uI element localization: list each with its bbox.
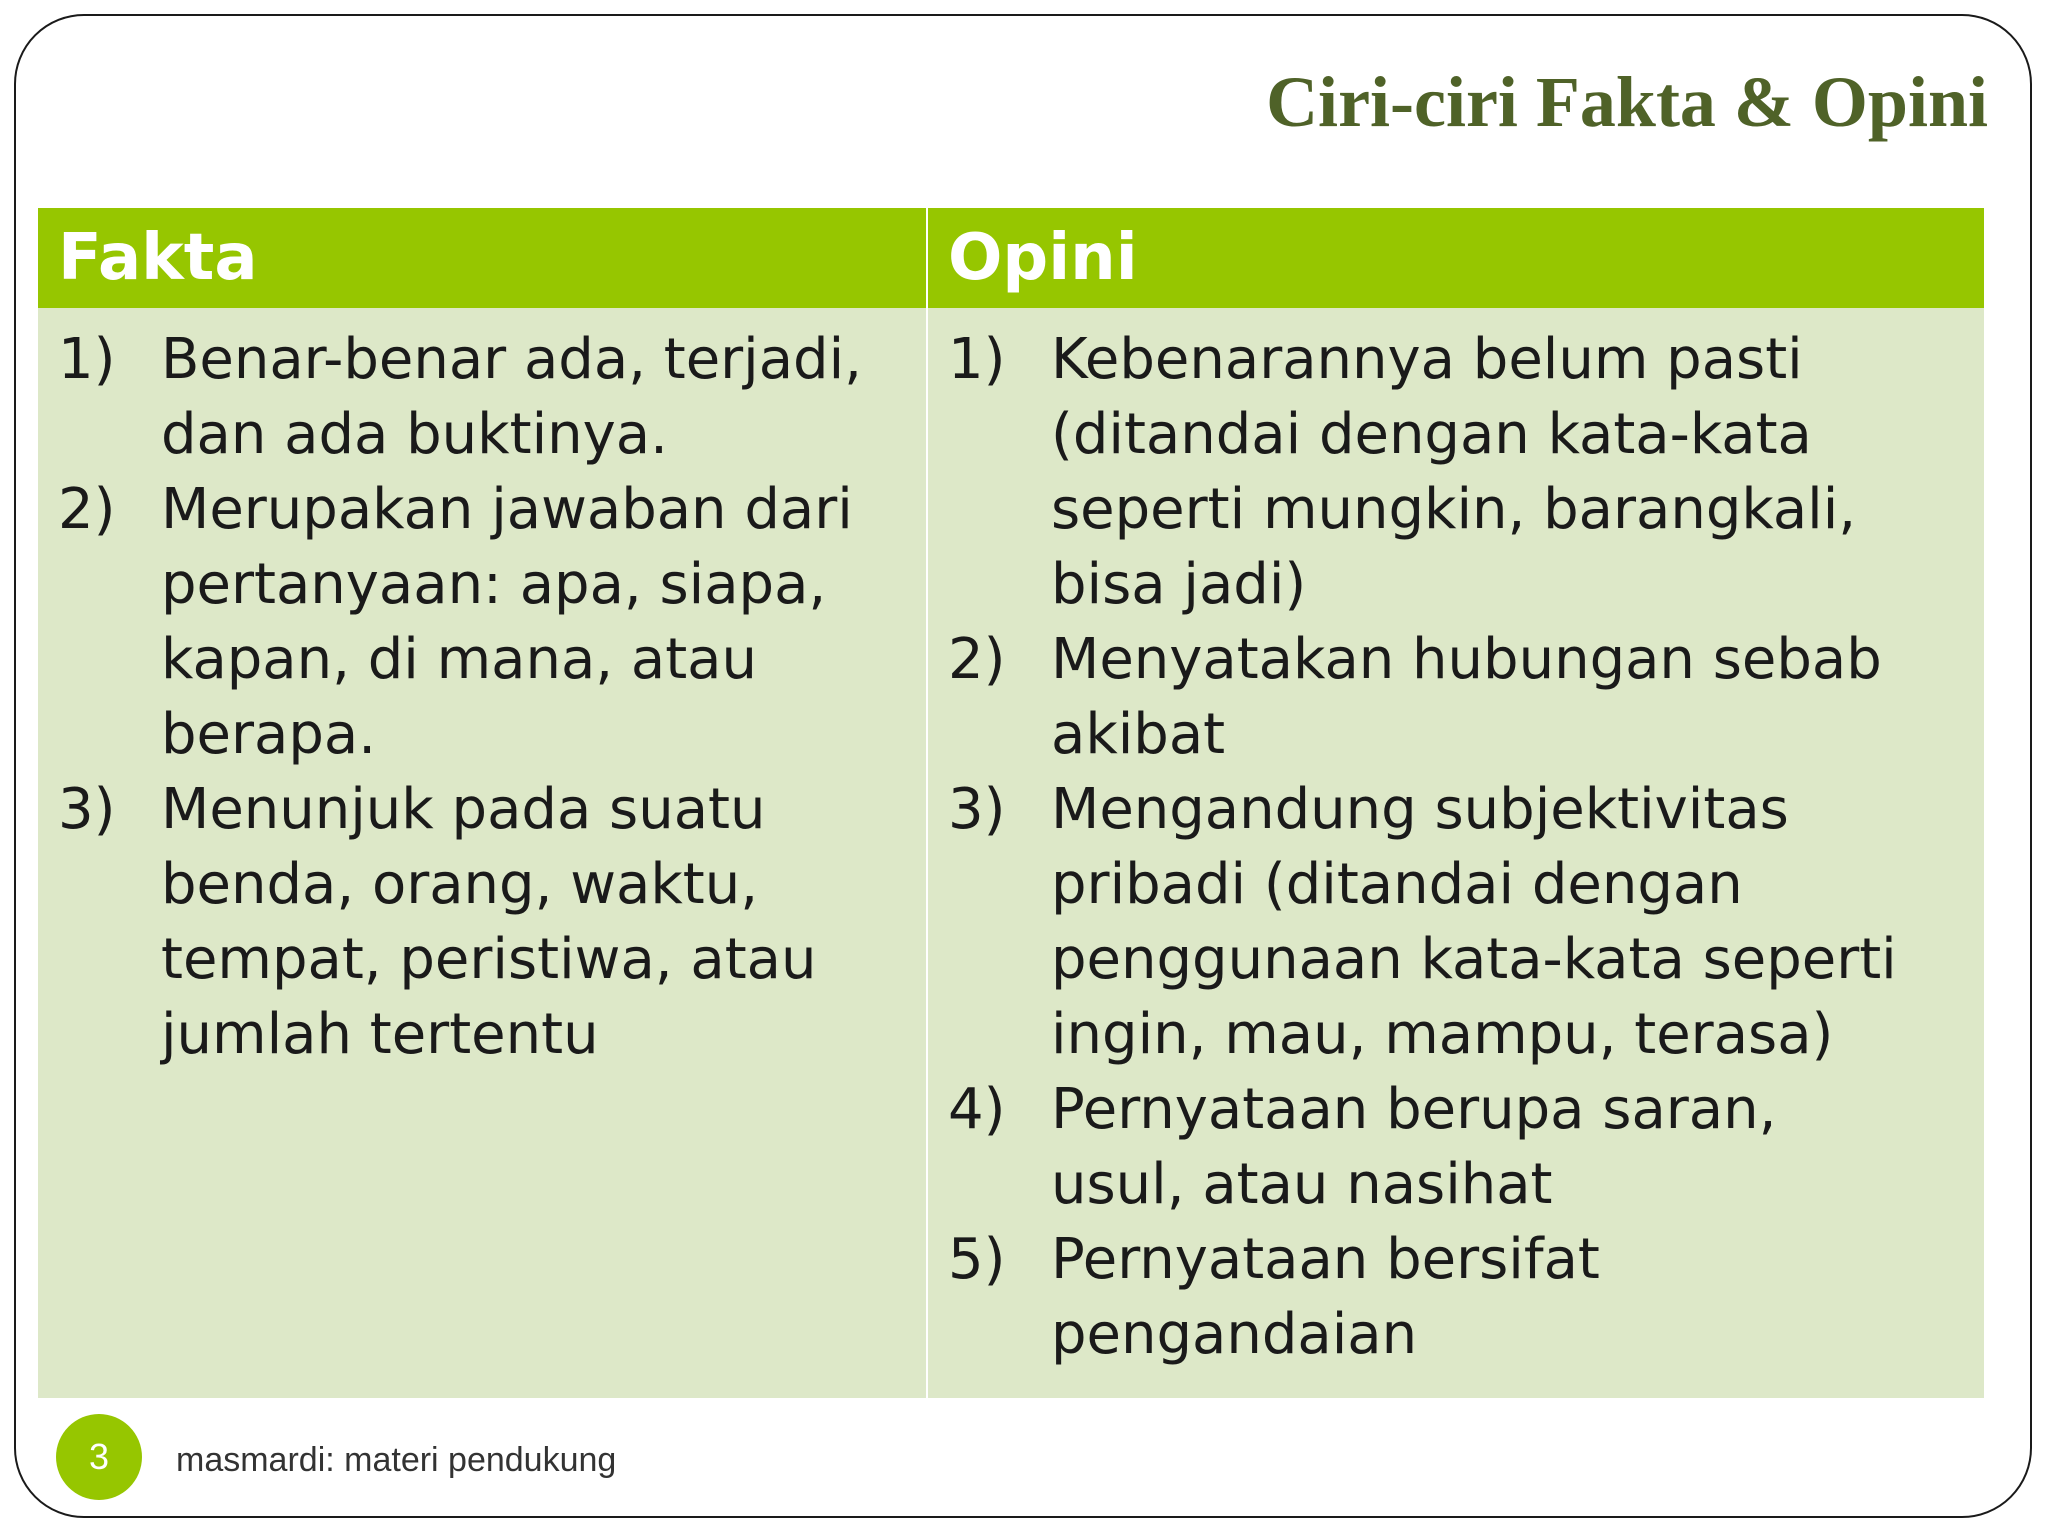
fakta-item <box>58 472 916 772</box>
fakta-item-number: 3) <box>58 777 116 842</box>
opini-item <box>948 322 1974 622</box>
opini-item-text: Menyatakan hubungan sebab akibat <box>1051 627 1882 767</box>
opini-item <box>948 622 1974 772</box>
opini-list <box>948 322 1974 1372</box>
opini-item-number: 4) <box>948 1077 1006 1142</box>
footer-text: masmardi: materi pendukung <box>176 1441 617 1479</box>
fakta-item-number: 2) <box>58 477 116 542</box>
fakta-item <box>58 322 916 472</box>
comparison-table <box>38 208 1984 1398</box>
opini-item-text: Mengandung subjektivitas pribadi (ditandai dengan penggunaan kata-kata seperti ingin, mau, mampu, terasa) <box>1051 777 1897 1067</box>
slide-title: Ciri-ciri Fakta & Opini <box>1266 62 1988 142</box>
opini-item-number: 3) <box>948 777 1006 842</box>
fakta-item <box>58 772 916 1072</box>
opini-header: Opini <box>926 208 1984 308</box>
fakta-item-number: 1) <box>58 327 116 392</box>
opini-item-text: Pernyataan berupa saran, usul, atau nasihat <box>1051 1077 1777 1217</box>
fakta-item-text: Menunjuk pada suatu benda, orang, waktu, tempat, peristiwa, atau jumlah tertentu <box>161 777 817 1067</box>
opini-column <box>926 308 1984 1398</box>
opini-item <box>948 772 1974 1072</box>
opini-item-text: Pernyataan bersifat pengandaian <box>1051 1227 1600 1367</box>
opini-item-number: 5) <box>948 1227 1006 1292</box>
opini-item <box>948 1222 1974 1372</box>
opini-item <box>948 1072 1974 1222</box>
fakta-column <box>38 308 926 1398</box>
opini-item-number: 2) <box>948 627 1006 692</box>
opini-item-number: 1) <box>948 327 1006 392</box>
fakta-item-text: Merupakan jawaban dari pertanyaan: apa, siapa, kapan, di mana, atau berapa. <box>161 477 853 767</box>
fakta-item-text: Benar-benar ada, terjadi, dan ada buktinya. <box>161 327 862 467</box>
opini-item-text: Kebenarannya belum pasti (ditandai dengan kata-kata seperti mungkin, barangkali, bisa jadi) <box>1051 327 1857 617</box>
page-number-badge: 3 <box>56 1414 142 1500</box>
fakta-list <box>58 322 916 1072</box>
fakta-header: Fakta <box>38 208 926 308</box>
